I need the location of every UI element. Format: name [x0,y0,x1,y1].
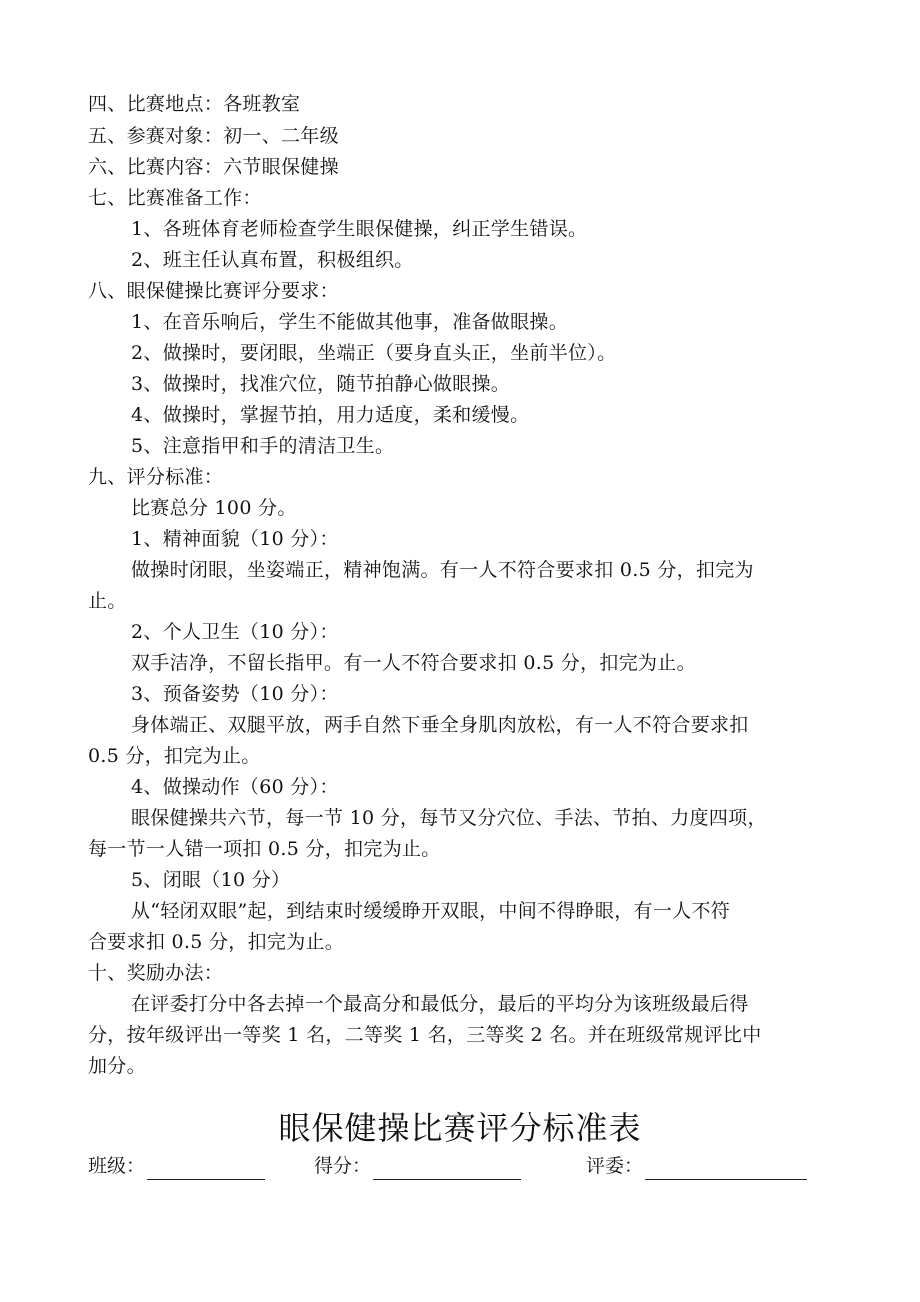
form-header-fields [88,1152,828,1180]
requirement-item-2: 2、做操时，要闭眼，坐端正（要身直头正，坐前半位）。 [131,342,617,364]
form-title: 眼保健操比赛评分标准表 [278,1109,642,1147]
requirement-item-4: 4、做操时，掌握节拍，用力适度，柔和缓慢。 [131,404,530,426]
total-score-text: 比赛总分 100 分。 [131,497,297,519]
section-8-heading: 八、眼保健操比赛评分要求： [88,280,339,302]
criterion-4-text-cont: 每一节一人错一项扣 0.5 分，扣完为止。 [88,838,441,860]
criterion-3-heading: 3、预备姿势（10 分）： [131,683,339,705]
award-text-cont-1: 分，按年级评出一等奖 1 名，二等奖 1 名，三等奖 2 名。并在班级常规评比中 [88,1024,762,1046]
criterion-1-text: 做操时闭眼，坐姿端正，精神饱满。有一人不符合要求扣 0.5 分，扣完为 [131,559,754,581]
prep-item-2: 2、班主任认真布置，积极组织。 [131,249,414,271]
criterion-5-heading: 5、闭眼（10 分） [131,869,291,891]
criterion-4-heading: 4、做操动作（60 分）： [131,776,339,798]
score-label: 得分： [314,1155,372,1177]
criterion-1-text-cont: 止。 [88,590,127,612]
judge-label: 评委： [586,1155,644,1177]
section-6-content: 六、比赛内容：六节眼保健操 [88,156,339,178]
section-5-participants: 五、参赛对象：初一、二年级 [88,125,339,147]
judge-field [586,1152,807,1180]
score-blank-line[interactable] [373,1159,521,1180]
score-field [314,1152,521,1180]
criterion-2-text: 双手洁净，不留长指甲。有一人不符合要求扣 0.5 分，扣完为止。 [131,652,696,674]
criterion-4-text: 眼保健操共六节，每一节 10 分，每节又分穴位、手法、节拍、力度四项， [131,807,767,829]
award-text: 在评委打分中各去掉一个最高分和最低分，最后的平均分为该班级最后得 [131,993,749,1015]
requirement-item-1: 1、在音乐响后，学生不能做其他事，准备做眼操。 [131,311,568,333]
section-4-venue: 四、比赛地点：各班教室 [88,93,301,115]
criterion-2-heading: 2、个人卫生（10 分）： [131,621,339,643]
criterion-5-text-cont: 合要求扣 0.5 分，扣完为止。 [88,931,345,953]
prep-item-1: 1、各班体育老师检查学生眼保健操，纠正学生错误。 [131,218,588,240]
class-blank-line[interactable] [147,1159,265,1180]
section-9-heading: 九、评分标准： [88,466,224,488]
requirement-item-5: 5、注意指甲和手的清洁卫生。 [131,435,395,457]
criterion-5-text: 从“轻闭双眼”起，到结束时缓缓睁开双眼，中间不得睁眼，有一人不符 [131,900,731,922]
requirement-item-3: 3、做操时，找准穴位，随节拍静心做眼操。 [131,373,511,395]
criterion-3-text: 身体端正、双腿平放，两手自然下垂全身肌肉放松，有一人不符合要求扣 [131,714,749,736]
judge-blank-line[interactable] [645,1159,807,1180]
criterion-1-heading: 1、精神面貌（10 分）： [131,528,339,550]
section-7-heading: 七、比赛准备工作： [88,187,262,209]
criterion-3-text-cont: 0.5 分，扣完为止。 [88,745,261,767]
class-field [88,1152,265,1180]
section-10-heading: 十、奖励办法： [88,962,224,984]
class-label: 班级： [88,1155,146,1177]
award-text-cont-2: 加分。 [88,1055,146,1077]
